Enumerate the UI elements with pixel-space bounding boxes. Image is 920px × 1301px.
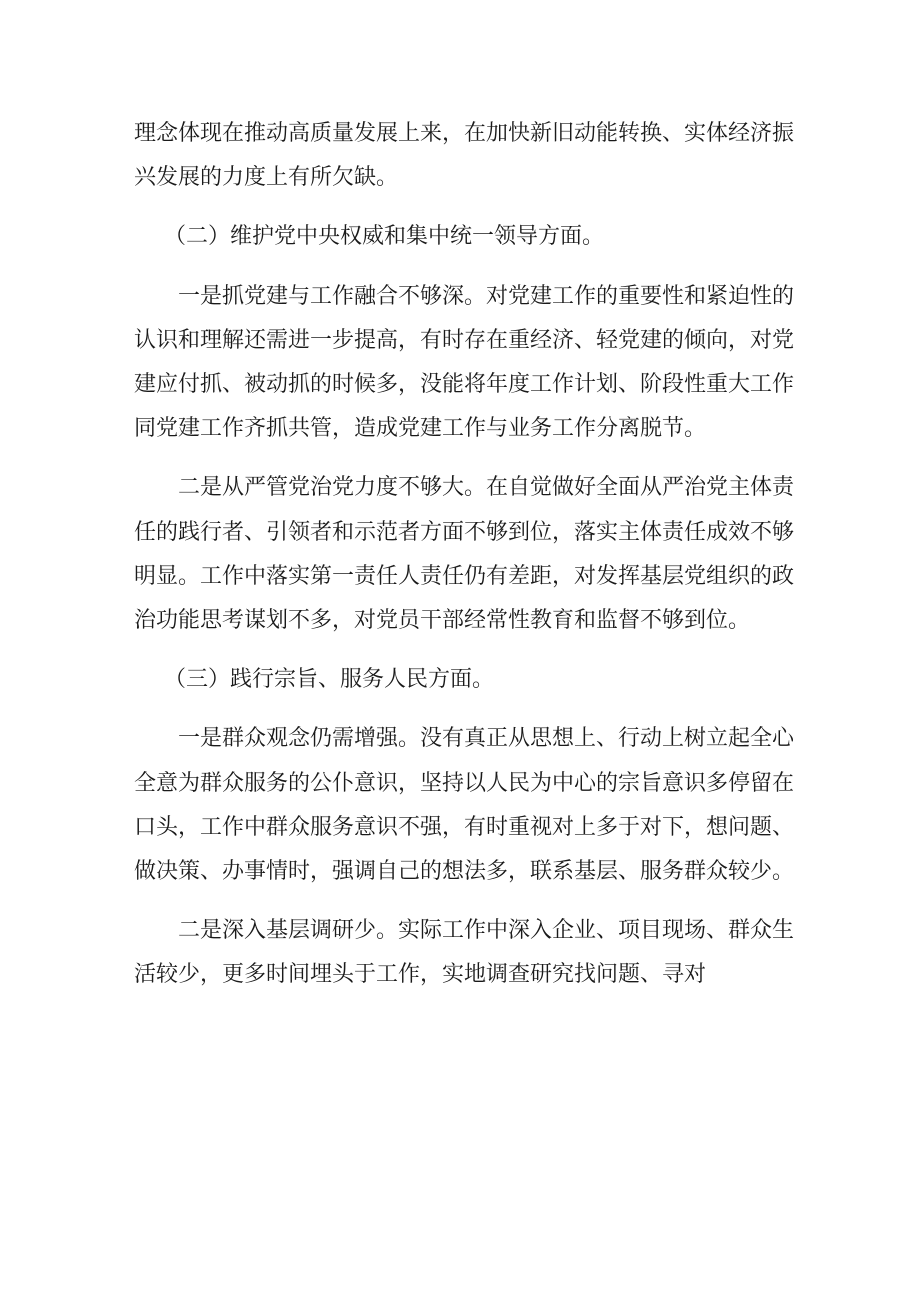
section-heading-2: （二）维护党中央权威和集中统一领导方面。 (164, 224, 605, 250)
paragraph-grassroots-research: 二是深入基层调研少。实际工作中深入企业、项目现场、群众生活较少，更多时间埋头于工作，实地调查研究找问题、寻对 (134, 918, 795, 988)
section-heading-3: （三）践行宗旨、服务人民方面。 (164, 667, 495, 693)
paragraph-continuation: 理念体现在推动高质量发展上来，在加快新旧动能转换、实体经济振兴发展的力度上有所欠缺。 (134, 121, 795, 191)
paragraph-strict-governance: 二是从严管党治党力度不够大。在自觉做好全面从严治党主体责任的践行者、引领者和示范者方面不够到位，落实主体责任成效不够明显。工作中落实第一责任人责任仍有差距，对发挥基层党组织的政治功能思考谋划不多，对党员干部经常性教育和监督不够到位。 (134, 475, 795, 634)
paragraph-mass-awareness: 一是群众观念仍需增强。没有真正从思想上、行动上树立起全心全意为群众服务的公仆意识，坚持以人民为中心的宗旨意识多停留在口头，工作中群众服务意识不强，有时重视对上多于对下，想问题、做决策、办事情时，强调自己的想法多，联系基层、服务群众较少。 (134, 726, 795, 885)
paragraph-party-building-integration: 一是抓党建与工作融合不够深。对党建工作的重要性和紧迫性的认识和理解还需进一步提高，有时存在重经济、轻党建的倾向，对党建应付抓、被动抓的时候多，没能将年度工作计划、阶段性重大工作同党建工作齐抓共管，造成党建工作与业务工作分离脱节。 (134, 283, 795, 442)
document-body (134, 112, 794, 998)
